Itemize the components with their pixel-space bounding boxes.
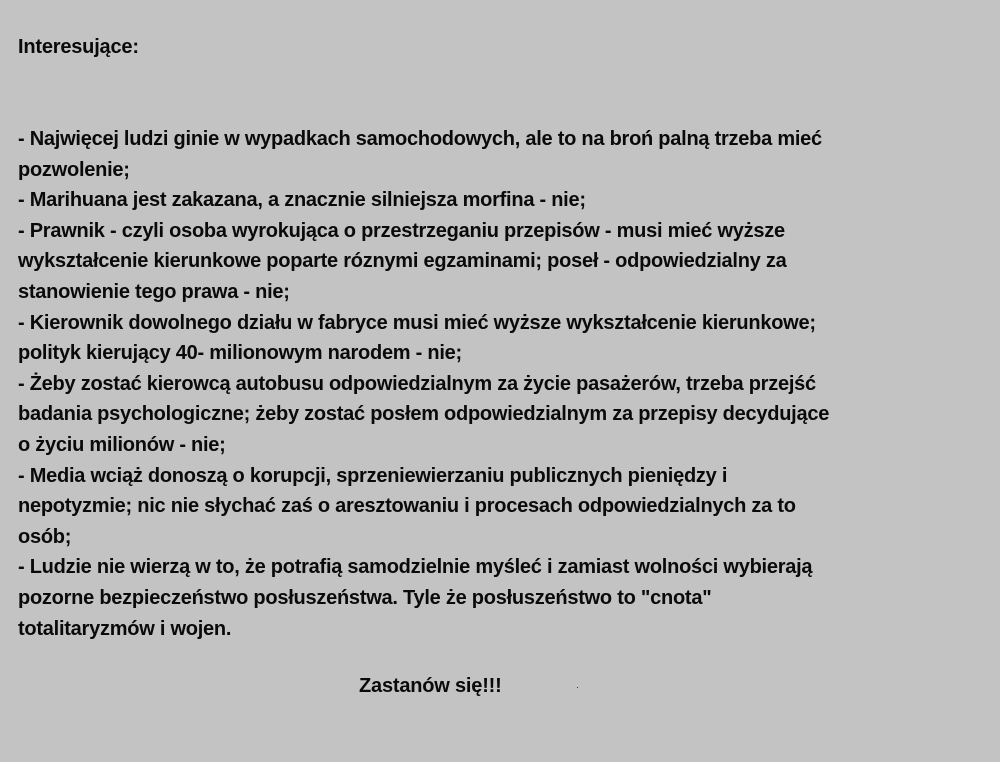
text-line: polityk kierujący 40- milionowym narodem - nie; — [18, 342, 462, 365]
text-line: stanowienie tego prawa - nie; — [18, 280, 290, 303]
text-line: nepotyzmie; nic nie słychać zaś o aresztowaniu i procesach odpowiedzialnych za to — [18, 495, 796, 518]
stray-pixel-dot — [577, 687, 578, 688]
text-line: - Kierownik dowolnego działu w fabryce musi mieć wyższe wykształcenie kierunkowe; — [18, 311, 816, 334]
text-line: osób; — [18, 525, 72, 548]
text-line: totalitaryzmów i wojen. — [18, 617, 232, 640]
text-line: pozwolenie; — [18, 158, 130, 181]
text-line: - Ludzie nie wierzą w to, że potrafią samodzielnie myśleć i zamiast wolności wybierają — [18, 556, 813, 579]
text-line: - Żeby zostać kierowcą autobusu odpowiedzialnym za życie pasażerów, trzeba przejść — [18, 372, 816, 395]
text-line: o życiu milionów - nie; — [18, 433, 226, 456]
text-line: badania psychologiczne; żeby zostać posłem odpowiedzialnym za przepisy decydujące — [18, 403, 830, 426]
text-line: - Media wciąż donoszą o korupcji, sprzeniewierzaniu publicznych pieniędzy i — [18, 464, 728, 487]
document-body — [18, 124, 978, 644]
closing-statement: Zastanów się!!! — [359, 675, 502, 697]
document-title: Interesujące: — [18, 36, 139, 58]
text-line: - Prawnik - czyli osoba wyrokująca o przestrzeganiu przepisów - musi mieć wyższe — [18, 219, 785, 242]
text-line: pozorne bezpieczeństwo posłuszeństwa. Tyle że posłuszeństwo to "cnota" — [18, 586, 712, 609]
text-line: wykształcenie kierunkowe poparte róznymi egzaminami; poseł - odpowiedzialny za — [18, 250, 787, 273]
text-line: - Najwięcej ludzi ginie w wypadkach samochodowych, ale to na broń palną trzeba mieć — [18, 128, 822, 150]
text-line: - Marihuana jest zakazana, a znacznie silniejsza morfina - nie; — [18, 189, 586, 212]
